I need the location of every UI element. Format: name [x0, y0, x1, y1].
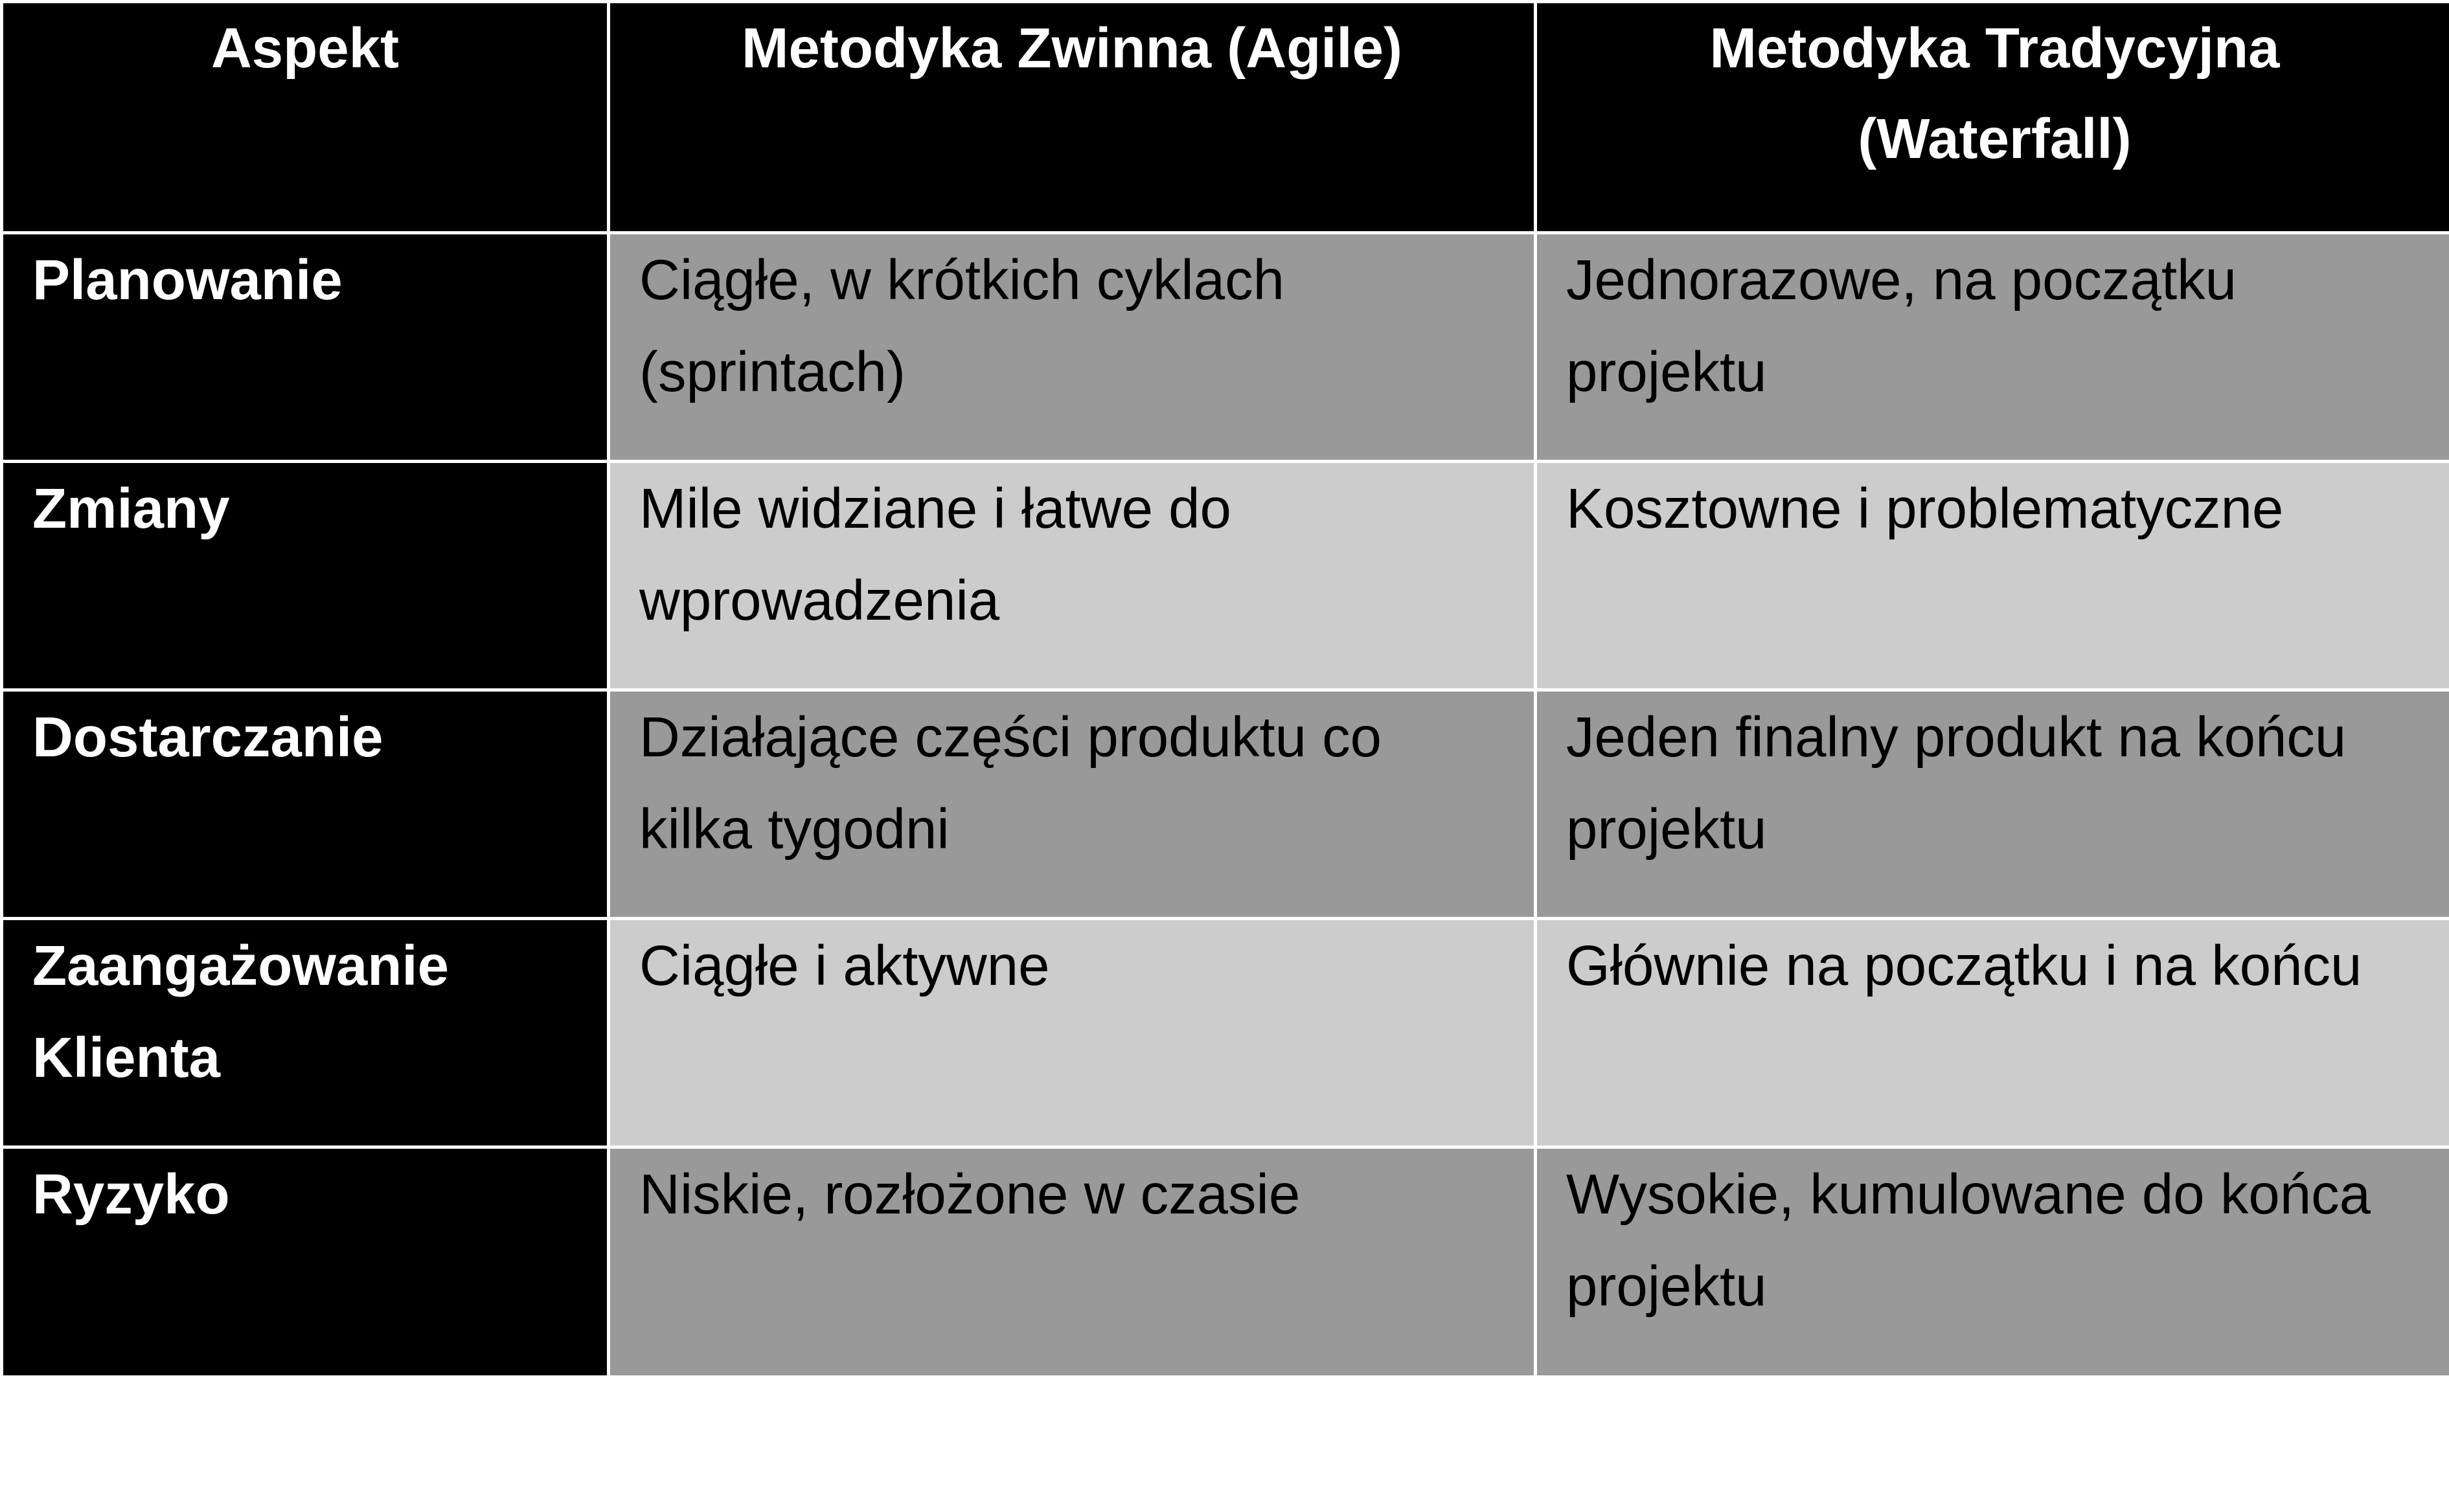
row-aspect-zaangazowanie: Zaangażowanie Klienta: [3, 917, 607, 1145]
header-agile: [610, 3, 1534, 231]
header-traditional-line2: (Waterfall): [1858, 107, 2132, 170]
cell-traditional-planowanie: Jednorazowe, na początku projektu: [1537, 231, 2449, 460]
header-agile-label: Metodyka Zwinna (Agile): [742, 17, 1402, 80]
header-aspect-label: Aspekt: [211, 17, 400, 80]
cell-agile-ryzyko: Niskie, rozłożone w czasie: [610, 1145, 1534, 1375]
comparison-table: [3, 3, 2446, 1375]
row-aspect-zmiany: Zmiany: [3, 460, 607, 688]
cell-agile-zaangazowanie: Ciągłe i aktywne: [610, 917, 1534, 1145]
cell-agile-zmiany: Mile widziane i łatwe do wprowadzenia: [610, 460, 1534, 688]
cell-traditional-ryzyko: Wysokie, kumulowane do końca projektu: [1537, 1145, 2449, 1375]
header-traditional-line1: Metodyka Tradycyjna: [1709, 17, 2280, 80]
header-traditional: [1537, 3, 2449, 231]
cell-traditional-zmiany: Kosztowne i problematyczne: [1537, 460, 2449, 688]
row-aspect-ryzyko: Ryzyko: [3, 1145, 607, 1375]
header-aspect: [3, 3, 607, 231]
cell-traditional-dostarczanie: Jeden finalny produkt na końcu projektu: [1537, 688, 2449, 917]
cell-agile-dostarczanie: Działające części produktu co kilka tygodni: [610, 688, 1534, 917]
row-aspect-dostarczanie: Dostarczanie: [3, 688, 607, 917]
cell-agile-planowanie: Ciągłe, w krótkich cyklach (sprintach): [610, 231, 1534, 460]
cell-traditional-zaangazowanie: Głównie na początku i na końcu: [1537, 917, 2449, 1145]
row-aspect-planowanie: Planowanie: [3, 231, 607, 460]
